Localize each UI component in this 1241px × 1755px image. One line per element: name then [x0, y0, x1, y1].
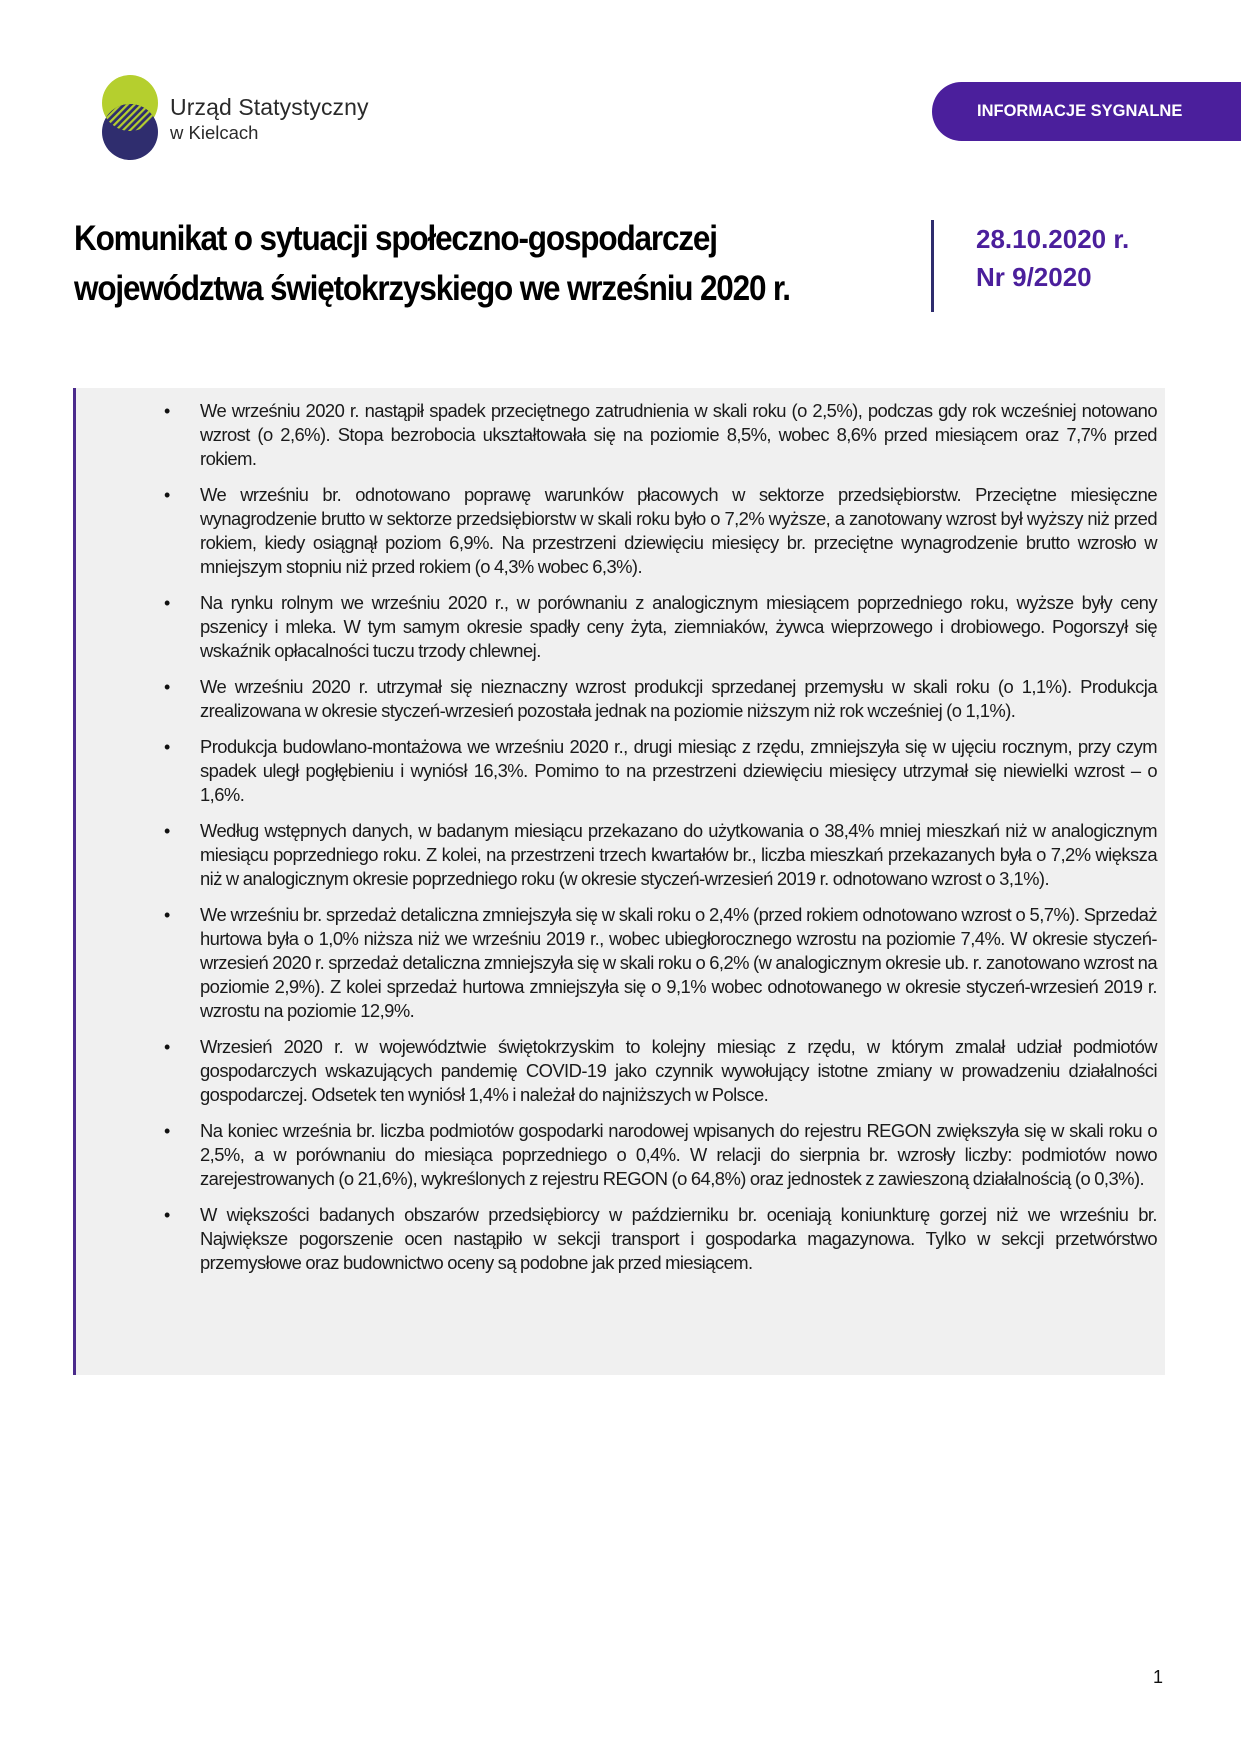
summary-item	[76, 819, 1165, 891]
title-divider	[931, 220, 934, 312]
summary-item	[76, 1203, 1165, 1275]
summary-item-text: Według wstępnych danych, w badanym miesiącu przekazano do użytkowania o 38,4% mniej mieszkań niż w analogicznym miesiącu poprzedniego roku. Z kolei, na przestrzeni trzech kwartałów br., liczba mieszkań przekazanych była o 7,2% większa niż w analogicznym okresie poprzedniego roku (w okresie styczeń-wrzesień 2019 r. odnotowano wzrost o 3,1%).	[200, 820, 1157, 889]
publication-meta	[976, 220, 1129, 296]
bullet-icon: •	[164, 593, 171, 613]
logo-institution-name: Urząd Statystyczny	[170, 94, 369, 120]
page-title-line-2: województwa świętokrzyskiego we wrześniu 2020 r.	[74, 269, 790, 308]
summary-item-text: We wrześniu br. odnotowano poprawę warunków płacowych w sektorze przedsiębiorstw. Przeciętne miesięczne wynagrodzenie brutto w sektorze przedsiębiorstw w skali roku było o 7,2% wyższe, a zanotowany wzrost był wyższy niż przed rokiem, kiedy osiągnął poziom 6,9%. Na przestrzeni dziewięciu miesięcy br. przeciętne wynagrodzenie brutto wzrosło w mniejszym stopniu niż przed rokiem (o 4,3% wobec 6,3%).	[200, 484, 1157, 577]
logo-circles-icon	[100, 74, 160, 164]
bullet-icon: •	[164, 1037, 171, 1057]
publication-date: 28.10.2020 r.	[976, 224, 1130, 254]
bullet-icon: •	[164, 737, 171, 757]
bullet-icon: •	[164, 905, 171, 925]
bullet-icon: •	[164, 677, 171, 697]
logo	[100, 74, 420, 164]
publication-number: Nr 9/2020	[976, 262, 1092, 292]
bullet-icon: •	[164, 1121, 171, 1141]
summary-item-text: We wrześniu 2020 r. utrzymał się nieznaczny wzrost produkcji sprzedanej przemysłu w skali roku (o 1,1%). Produkcja zrealizowana w okresie styczeń-wrzesień pozostała jednak na poziomie niższym niż rok wcześniej (o 1,1%).	[200, 676, 1157, 721]
summary-item-text: We wrześniu 2020 r. nastąpił spadek przeciętnego zatrudnienia w skali roku (o 2,5%), podczas gdy rok wcześniej notowano wzrost (o 2,6%). Stopa bezrobocia ukształtowała się na poziomie 8,5%, wobec 8,6% przed miesiącem oraz 7,7% przed rokiem.	[200, 400, 1157, 469]
page-title	[74, 214, 830, 314]
summary-item-text: Wrzesień 2020 r. w województwie świętokrzyskim to kolejny miesiąc z rzędu, w którym zmalał udział podmiotów gospodarczych wskazujących pandemię COVID-19 jako czynnik wywołujący istotne zmiany w prowadzeniu działalności gospodarczej. Odsetek ten wyniósł 1,4% i należał do najniższych w Polsce.	[200, 1036, 1157, 1105]
bullet-icon: •	[164, 1205, 171, 1225]
summary-item	[76, 1035, 1165, 1107]
page-number: 1	[1153, 1667, 1164, 1687]
summary-item-text: Na koniec września br. liczba podmiotów gospodarki narodowej wpisanych do rejestru REGON zwiększyła się w skali roku o 2,5%, a w porównaniu do miesiąca poprzedniego o 0,4%. W relacji do sierpnia br. wzrosły liczby: podmiotów nowo zarejestrowanych (o 21,6%), wykreślonych z rejestru REGON (o 64,8%) oraz jednostek z zawieszoną działalnością (o 0,3%).	[200, 1120, 1157, 1189]
signal-information-badge: INFORMACJE SYGNALNE	[932, 82, 1241, 141]
page-title-line-1: Komunikat o sytuacji społeczno-gospodarczej	[74, 219, 717, 258]
summary-item-text: W większości badanych obszarów przedsiębiorcy w październiku br. oceniają koniunkturę gorzej niż we wrześniu br. Największe pogorszenie ocen nastąpiło w sekcji transport i gospodarka magazynowa. Tylko w sekcji przetwórstwo przemysłowe oraz budownictwo oceny są podobne jak przed miesiącem.	[200, 1204, 1157, 1273]
summary-item	[76, 903, 1165, 1023]
summary-item	[76, 399, 1165, 471]
summary-list	[76, 388, 1165, 1275]
summary-box	[73, 388, 1165, 1375]
summary-item-text: Produkcja budowlano-montażowa we wrześniu 2020 r., drugi miesiąc z rzędu, zmniejszyła się w ujęciu rocznym, przy czym spadek uległ pogłębieniu i wyniósł 16,3%. Pomimo to na przestrzeni dziewięciu miesięcy utrzymał się niewielki wzrost – o 1,6%.	[200, 736, 1157, 805]
bullet-icon: •	[164, 401, 171, 421]
bullet-icon: •	[164, 485, 171, 505]
summary-item-text: Na rynku rolnym we wrześniu 2020 r., w porównaniu z analogicznym miesiącem poprzedniego roku, wyższe były ceny pszenicy i mleka. W tym samym okresie spadły ceny żyta, ziemniaków, żywca wieprzowego i drobiowego. Pogorszył się wskaźnik opłacalności tuczu trzody chlewnej.	[200, 592, 1157, 661]
bullet-icon: •	[164, 821, 171, 841]
summary-item-text: We wrześniu br. sprzedaż detaliczna zmniejszyła się w skali roku o 2,4% (przed rokiem odnotowano wzrost o 5,7%). Sprzedaż hurtowa była o 1,0% niższa niż we wrześniu 2019 r., wobec ubiegłorocznego wzrostu na poziomie 7,4%. W okresie styczeń-wrzesień 2020 r. sprzedaż detaliczna zmniejszyła się w skali roku o 6,2% (w analogicznym okresie ub. r. zanotowano wzrost na poziomie 2,9%). Z kolei sprzedaż hurtowa zmniejszyła się o 9,1% wobec odnotowanego w okresie styczeń-wrzesień 2019 r. wzrostu na poziomie 12,9%.	[200, 904, 1157, 1021]
summary-item	[76, 735, 1165, 807]
logo-institution-city: w Kielcach	[170, 122, 259, 143]
summary-item	[76, 675, 1165, 723]
summary-item	[76, 483, 1165, 579]
summary-item	[76, 1119, 1165, 1191]
summary-item	[76, 591, 1165, 663]
